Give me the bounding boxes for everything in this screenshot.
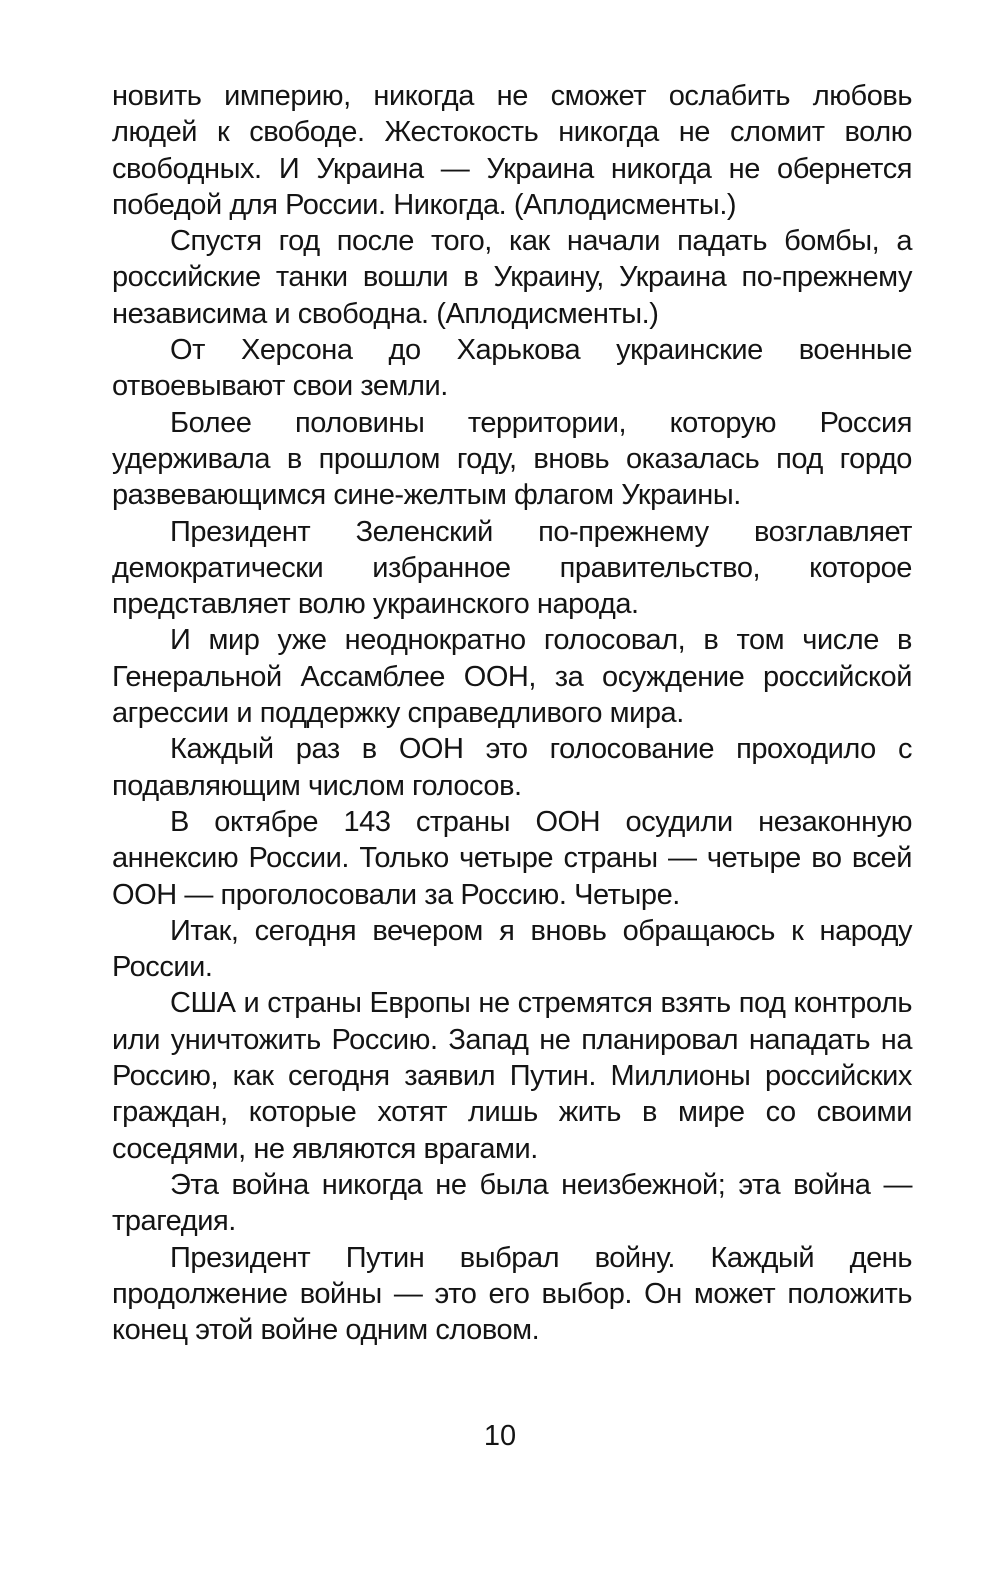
paragraph: Эта война никогда не была неизбежной; эта война — трагедия. — [112, 1168, 912, 1238]
page-number: 10 — [483, 1420, 517, 1452]
paragraph: США и страны Европы не стремятся взять под контроль или уничтожить Россию. Запад не планировал нападать на Россию, как сегодня заявил Путин. Миллионы российских граждан, которые хотят лишь жить в мире со своими соседями, не являются врагами. — [112, 987, 912, 1165]
paragraph: Спустя год после того, как начали падать бомбы, а российские танки вошли в Украину, Украина по-прежнему независима и свободна. (Аплодисменты.) — [112, 225, 912, 330]
body-text — [112, 78, 912, 1348]
paragraph: Итак, сегодня вечером я вновь обращаюсь к народу России. — [112, 914, 912, 984]
paragraph: От Херсона до Харькова украинские военные отвоевывают свои земли. — [112, 334, 912, 403]
paragraph: Более половины территории, которую Россия удерживала в прошлом году, вновь оказалась под гордо развевающимся сине-желтым флагом Украины. — [112, 406, 912, 512]
paragraph: Президент Зеленский по-прежнему возглавляет демократически избранное правительство, которое представляет волю украинского народа. — [112, 515, 912, 621]
paragraph: Каждый раз в ООН это голосование проходило с подавляющим числом голосов. — [112, 733, 912, 802]
paragraph: В октябре 143 страны ООН осудили незаконную аннексию России. Только четыре страны — четыре во всей ООН — проголосовали за Россию. Четыре. — [112, 805, 912, 911]
paragraph: новить империю, никогда не сможет ослабить любовь людей к свободе. Жестокость никогда не сломит волю свободных. И Украина — Украина никогда не обернется победой для России. Никогда. (Аплодисменты.) — [112, 80, 912, 221]
paragraph: Президент Путин выбрал войну. Каждый день продолжение войны — это его выбор. Он может положить конец этой войне одним словом. — [112, 1241, 912, 1347]
paragraph: И мир уже неоднократно голосовал, в том числе в Генеральной Ассамблее ООН, за осуждение российской агрессии и поддержку справедливого мира. — [112, 624, 912, 730]
